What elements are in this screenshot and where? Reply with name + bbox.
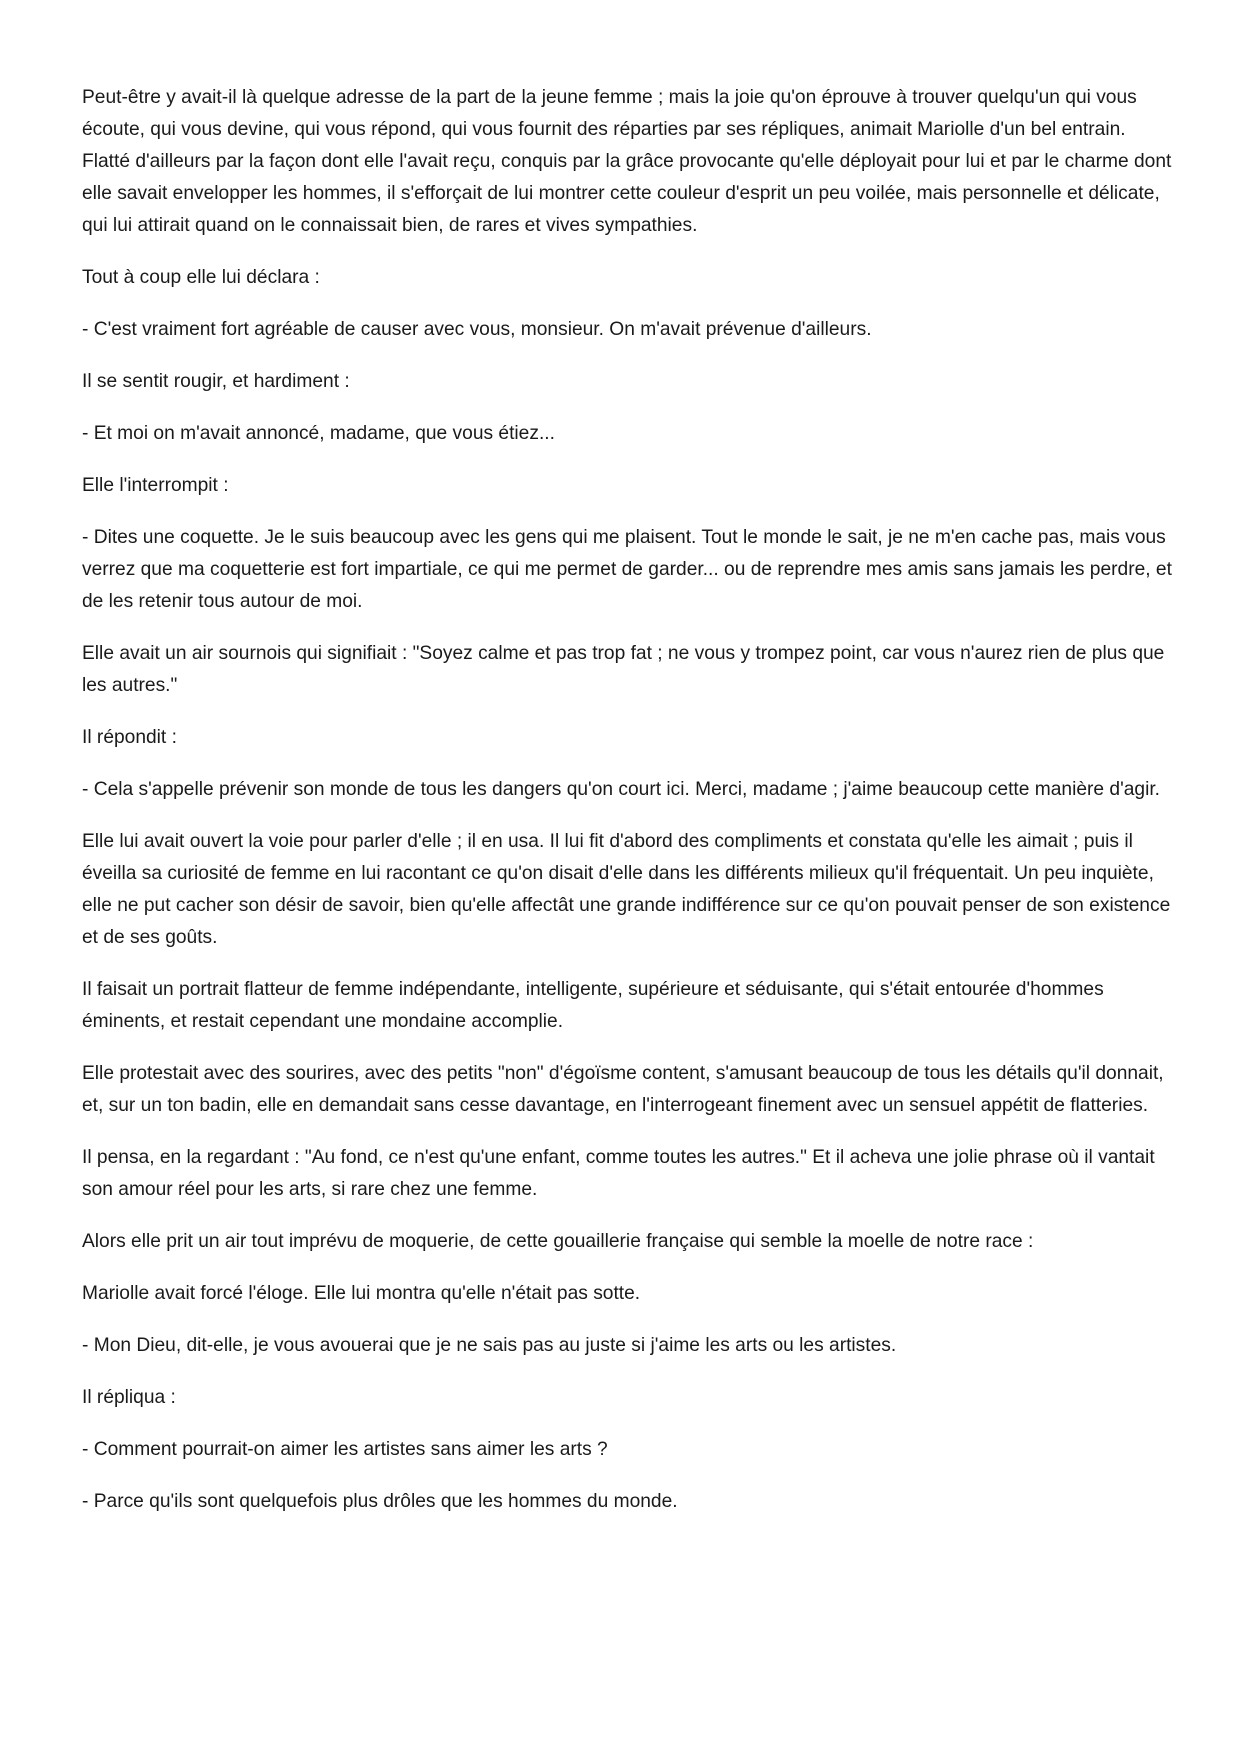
paragraph: Il se sentit rougir, et hardiment :: [82, 371, 350, 392]
paragraph: Il faisait un portrait flatteur de femme indépendante, intelligente, supérieure et séduisante, qui s'était entourée d'hommes éminents, et restait cependant une mondaine accomplie.: [82, 979, 1104, 1032]
paragraph: Elle protestait avec des sourires, avec des petits "non" d'égoïsme content, s'amusant beaucoup de tous les détails qu'il donnait, et, sur un ton badin, elle en demandait sans cesse davantage, en l'interrogeant finement avec un sensuel appétit de flatteries.: [82, 1063, 1164, 1116]
paragraph: Tout à coup elle lui déclara :: [82, 267, 320, 288]
paragraph: - Parce qu'ils sont quelquefois plus drôles que les hommes du monde.: [82, 1491, 678, 1512]
paragraph: - Mon Dieu, dit-elle, je vous avouerai que je ne sais pas au juste si j'aime les arts ou les artistes.: [82, 1335, 897, 1356]
paragraph: Elle l'interrompit :: [82, 475, 229, 496]
paragraph: Il pensa, en la regardant : "Au fond, ce n'est qu'une enfant, comme toutes les autres." Et il acheva une jolie phrase où il vantait son amour réel pour les arts, si rare chez une femme.: [82, 1147, 1155, 1200]
paragraph: - Dites une coquette. Je le suis beaucoup avec les gens qui me plaisent. Tout le monde le sait, je ne m'en cache pas, mais vous verrez que ma coquetterie est fort impartiale, ce qui me permet de garder... ou de reprendre mes amis sans jamais les perdre, et de les retenir tous autour de moi.: [82, 527, 1172, 612]
document-page: [82, 82, 1172, 1538]
paragraph: - Et moi on m'avait annoncé, madame, que vous étiez...: [82, 423, 555, 444]
paragraph: Peut-être y avait-il là quelque adresse de la part de la jeune femme ; mais la joie qu'on éprouve à trouver quelqu'un qui vous écoute, qui vous devine, qui vous répond, qui vous fournit des réparties par ses répliques, animait Mariolle d'un bel entrain. Flatté d'ailleurs par la façon dont elle l'avait reçu, conquis par la grâce provocante qu'elle déployait pour lui et par le charme dont elle savait envelopper les hommes, il s'efforçait de lui montrer cette couleur d'esprit un peu voilée, mais personnelle et délicate, qui lui attirait quand on le connaissait bien, de rares et vives sympathies.: [82, 87, 1172, 236]
paragraph: Il répondit :: [82, 727, 177, 748]
paragraph: - Cela s'appelle prévenir son monde de tous les dangers qu'on court ici. Merci, madame ; j'aime beaucoup cette manière d'agir.: [82, 779, 1161, 800]
paragraph: - Comment pourrait-on aimer les artistes sans aimer les arts ?: [82, 1439, 608, 1460]
paragraph: Elle avait un air sournois qui signifiait : "Soyez calme et pas trop fat ; ne vous y trompez point, car vous n'aurez rien de plus que les autres.": [82, 643, 1165, 696]
paragraph: - C'est vraiment fort agréable de causer avec vous, monsieur. On m'avait prévenue d'ailleurs.: [82, 319, 872, 340]
paragraph: Elle lui avait ouvert la voie pour parler d'elle ; il en usa. Il lui fit d'abord des compliments et constata qu'elle les aimait ; puis il éveilla sa curiosité de femme en lui racontant ce qu'on disait d'elle dans les différents milieux qu'il fréquentait. Un peu inquiète, elle ne put cacher son désir de savoir, bien qu'elle affectât une grande indifférence sur ce qu'on pouvait penser de son existence et de ses goûts.: [82, 831, 1171, 948]
paragraph: Il répliqua :: [82, 1387, 176, 1408]
paragraph: Mariolle avait forcé l'éloge. Elle lui montra qu'elle n'était pas sotte.: [82, 1283, 641, 1304]
paragraph: Alors elle prit un air tout imprévu de moquerie, de cette gouaillerie française qui semble la moelle de notre race :: [82, 1231, 1034, 1252]
